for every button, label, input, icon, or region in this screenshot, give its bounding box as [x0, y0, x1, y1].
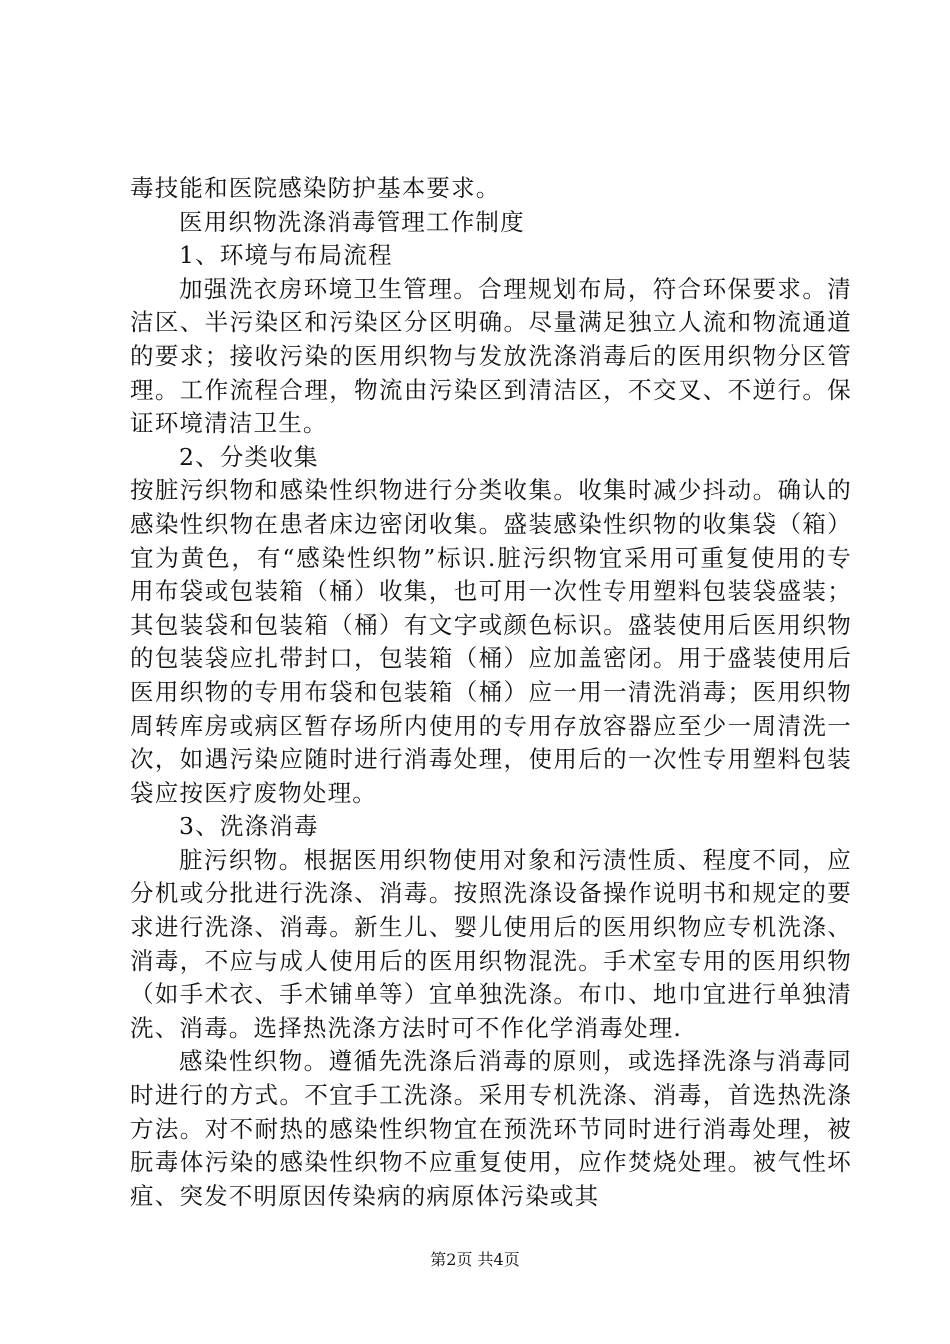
- page-footer: 第2页 共4页: [430, 1250, 520, 1269]
- paragraph: 脏污织物。根据医用织物使用对象和污渍性质、程度不同，应分机或分批进行洗涤、消毒。按照洗涤设备操作说明书和规定的要求进行洗涤、消毒。新生儿、婴儿使用后的医用织物应专机洗涤、消毒，不应与成人使用后的医用织物混洗。手术室专用的医用织物（如手术衣、手术铺单等）宜单独洗涤。布巾、地巾宜进行单独清洗、消毒。选择热洗涤方法时可不作化学消毒处理.: [130, 845, 852, 1042]
- section-heading: 1、环境与布局流程: [179, 241, 393, 270]
- document-body: [130, 172, 852, 1213]
- paragraph: 加强洗衣房环境卫生管理。合理规划布局，符合环保要求。清洁区、半污染区和污染区分区明确。尽量满足独立人流和物流通道的要求；接收污染的医用织物与发放洗涤消毒后的医用织物分区管理。工作流程合理，物流由污染区到清洁区，不交叉、不逆行。保证环境清洁卫生。: [130, 274, 852, 438]
- section-title: 医用织物洗涤消毒管理工作制度: [179, 207, 525, 236]
- section-heading: 2、分类收集: [179, 442, 319, 471]
- paragraph: 毒技能和医院感染防护基本要求。: [130, 174, 501, 202]
- paragraph: 按脏污织物和感染性织物进行分类收集。收集时减少抖动。确认的感染性织物在患者床边密闭收集。盛装感染性织物的收集袋（箱）宜为黄色，有“感染性织物”标识.脏污织物宜采用可重复使用的专用布袋或包装箱（桶）收集，也可用一次性专用塑料包装袋盛装；其包装袋和包装箱（桶）有文字或颜色标识。盛装使用后医用织物的包装袋应扎带封口，包装箱（桶）应加盖密闭。用于盛装使用后医用织物的专用布袋和包装箱（桶）应一用一清洗消毒；医用织物周转库房或病区暂存场所内使用的专用存放容器应至少一周清洗一次，如遇污染应随时进行消毒处理，使用后的一次性专用塑料包装袋应按医疗废物处理。: [130, 476, 852, 807]
- section-heading: 3、洗涤消毒: [179, 812, 319, 841]
- paragraph: 感染性织物。遵循先洗涤后消毒的原则，或选择洗涤与消毒同时进行的方式。不宜手工洗涤。采用专机洗涤、消毒，首选热洗涤方法。对不耐热的感染性织物宜在预洗环节同时进行消毒处理，被朊毒体污染的感染性织物不应重复使用，应作焚烧处理。被气性坏疽、突发不明原因传染病的病原体污染或其: [130, 1047, 852, 1210]
